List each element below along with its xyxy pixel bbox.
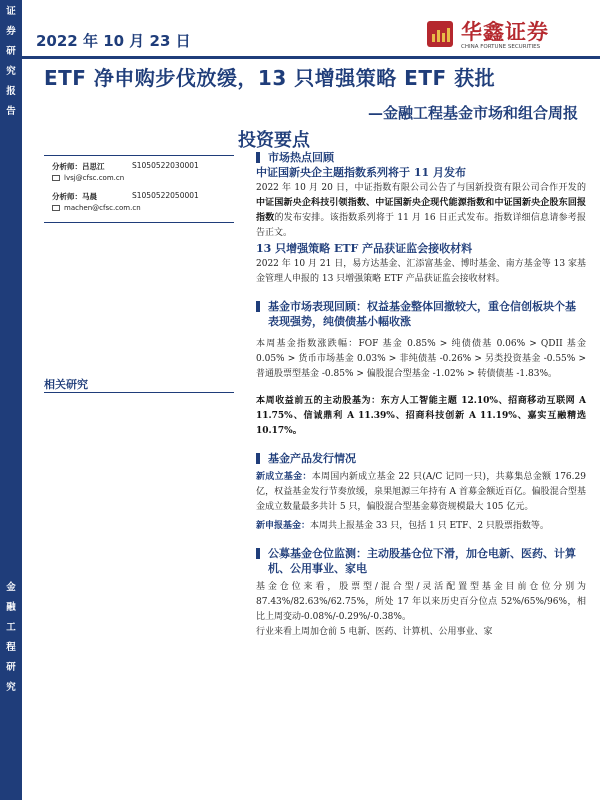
analyst-row bbox=[44, 156, 234, 172]
related-research-label: 相关研究 bbox=[44, 378, 88, 391]
analyst-cert: S1050522050001 bbox=[132, 191, 199, 200]
paragraph: 行业来看上周加仓前 5 电新、医药、计算机、公用事业、家 bbox=[256, 627, 493, 637]
report-date: 2022 年 10 月 23 日 bbox=[36, 32, 191, 50]
paragraph: 2022 年 10 月 20 日，中证指数有限公司公告了与国新投资有限公司合作开发的中证国新央企科技引领指数、中证国新央企现代能源指数和中证国新央企股东回报指数的发布安排。该指数系列将于 11 月 16 日正式发布。指数详细信息请参考报告正文。 bbox=[256, 183, 586, 238]
analyst-email[interactable]: machen@cfsc.com.cn bbox=[64, 204, 141, 212]
subsection-title: 13 只增强策略 ETF 产品获证监会接收材料 bbox=[256, 242, 473, 255]
paragraph: 基金仓位来看，股票型/混合型/灵活配置型基金目前仓位分别为 87.43%/82.63%/62.75%，所处 17 年以来历史百分位点 52%/65%/96%，相比上周变动-0.08%/-0.29%/-0.38%。 bbox=[256, 582, 586, 622]
section-title: 基金产品发行情况 bbox=[256, 451, 586, 466]
paragraph: 本周基金指数涨跌幅：FOF 基金 0.85% > 纯债债基 0.06% > QDII 基金 0.05% > 货币市场基金 0.03% > 非纯债基 -0.26% > 另类投资基金 -0.55% > 普通股票型基金 -0.85% > 偏股混合型基金 -1.02% > 转债债基 -1.83%。 bbox=[256, 339, 586, 379]
analyst-cert: S1050522030001 bbox=[132, 161, 199, 170]
header-rule bbox=[22, 56, 600, 59]
paragraph: 新申报基金：本周共上报基金 33 只，包括 1 只 ETF、2 只股票指数等。 bbox=[256, 521, 549, 531]
section-title: 市场热点回顾 bbox=[256, 150, 586, 165]
analyst-email[interactable]: lvsj@cfsc.com.cn bbox=[64, 174, 125, 182]
sidebar-top-label: 证 券 研 究 报 告 bbox=[6, 6, 16, 117]
envelope-icon bbox=[52, 175, 60, 181]
paragraph: 新成立基金：本周国内新成立基金 22 只(A/C 记同一只)，共募集总金额 176.29 亿，权益基金发行节奏放缓，泉果旭源三年持有 A 首募金额近百亿。偏股混合型基金成立数量最多共计 5 只，偏股混合型基金募资规模最大 105 亿元。 bbox=[256, 472, 586, 512]
subsection-title: 中证国新央企主题指数系列将于 11 月发布 bbox=[256, 166, 466, 179]
analyst-email-row bbox=[44, 202, 234, 216]
analyst-name: 分析师：马晨 bbox=[52, 192, 97, 201]
analyst-bottom-rule bbox=[44, 222, 234, 223]
analyst-block bbox=[44, 156, 234, 216]
paragraph: 本周收益前五的主动股基为：东方人工智能主题 12.10%、招商移动互联网 A 11.75%、信诚鼎利 A 11.39%、招商科技创新 A 11.19%、嘉实互融精选 10.17%。 bbox=[256, 396, 586, 436]
section-heading: 投资要点 bbox=[238, 130, 310, 151]
report-title: ETF 净申购步伐放缓，13 只增强策略 ETF 获批 bbox=[44, 66, 496, 90]
analyst-name: 分析师：吕思江 bbox=[52, 162, 105, 171]
envelope-icon bbox=[52, 205, 60, 211]
main-content bbox=[256, 150, 586, 640]
logo-mark-icon bbox=[427, 21, 453, 47]
report-subtitle: —金融工程基金市场和组合周报 bbox=[367, 104, 578, 122]
sidebar-bottom-label: 金 融 工 程 研 究 bbox=[6, 582, 16, 693]
analyst-email-row bbox=[44, 172, 234, 186]
paragraph: 2022 年 10 月 21 日，易方达基金、汇添富基金、博时基金、南方基金等 13 家基金管理人申报的 13 只增强策略 ETF 产品获证监会接收材料。 bbox=[256, 259, 586, 284]
logo-english: CHINA FORTUNE SECURITIES bbox=[461, 44, 541, 50]
logo-name: 华鑫证券 bbox=[461, 20, 549, 44]
related-research-rule bbox=[44, 392, 234, 393]
analyst-row bbox=[44, 186, 234, 202]
company-logo bbox=[427, 16, 592, 56]
section-title: 基金市场表现回顾：权益基金整体回撤较大，重仓信创板块个基表现强势，纯债债基小幅收涨 bbox=[256, 299, 586, 329]
section-title: 公募基金仓位监测：主动股基仓位下滑，加仓电新、医药、计算机、公用事业、家电 bbox=[256, 546, 586, 576]
